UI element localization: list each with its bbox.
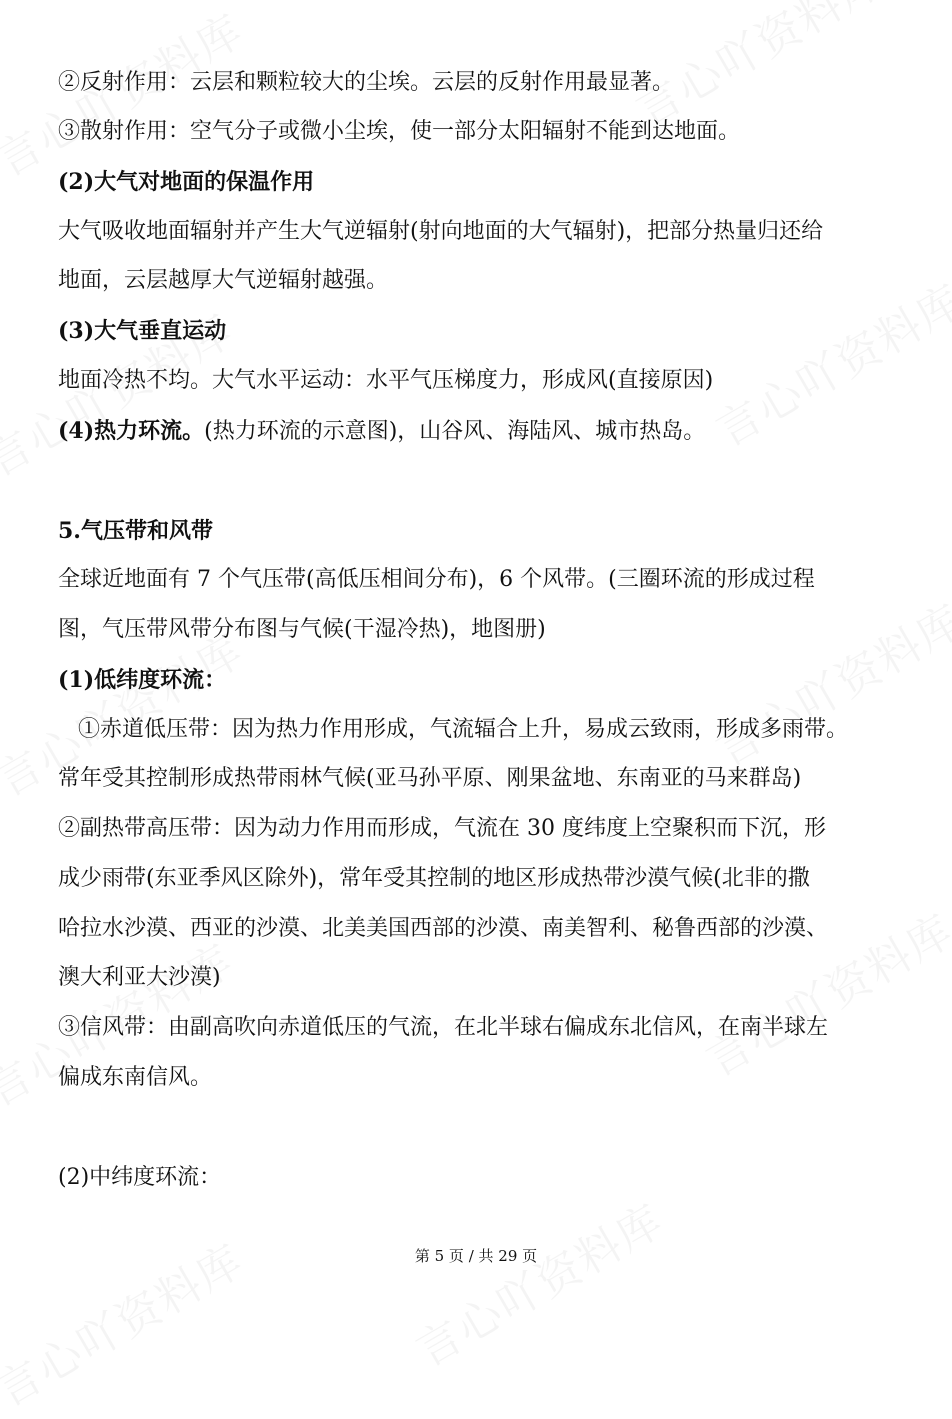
- section-heading: 5.气压带和风带: [58, 518, 213, 544]
- section-heading: (2)中纬度环流：: [58, 1165, 222, 1190]
- section-heading: (2)大气对地面的保温作用: [58, 169, 315, 195]
- paragraph-line: 图，气压带风带分布图与气候(干湿冷热)，地图册): [58, 617, 546, 642]
- watermark: [402, 1185, 673, 1378]
- paragraph-line: ①赤道低压带：因为热力作用形成，气流辐合上升，易成云致雨，形成多雨带。: [78, 717, 849, 742]
- section-heading-inline: (4)热力环流。: [58, 418, 205, 444]
- paragraph-line: ③散射作用：空气分子或微小尘埃，使一部分太阳辐射不能到达地面。: [58, 119, 741, 144]
- paragraph-line: 成少雨带(东亚季风区除外)，常年受其控制的地区形成热带沙漠气候(北非的撒: [58, 866, 810, 891]
- section-heading: (3)大气垂直运动: [58, 318, 227, 344]
- paragraph-line: 偏成东南信风。: [58, 1065, 213, 1090]
- paragraph-line: 澳大利亚大沙漠): [58, 965, 221, 990]
- paragraph-line: 全球近地面有 7 个气压带(高低压相间分布)，6 个风带。(三圈环流的形成过程: [58, 567, 815, 592]
- inline-text: (热力环流的示意图)，山谷风、海陆风、城市热岛。: [204, 419, 706, 444]
- section-heading: (1)低纬度环流：: [58, 667, 227, 693]
- paragraph-line: 大气吸收地面辐射并产生大气逆辐射(射向地面的大气辐射)，把部分热量归还给: [58, 219, 824, 244]
- paragraph-line: 常年受其控制形成热带雨林气候(亚马孙平原、刚果盆地、东南亚的马来群岛): [58, 766, 802, 791]
- paragraph-line: ③信风带：由副高吹向赤道低压的气流，在北半球右偏成东北信风，在南半球左: [58, 1015, 829, 1040]
- paragraph-line: 哈拉水沙漠、西亚的沙漠、北美美国西部的沙漠、南美智利、秘鲁西部的沙漠、: [58, 916, 829, 941]
- paragraph-line: 地面，云层越厚大气逆辐射越强。: [58, 268, 389, 293]
- paragraph-line: ②反射作用：云层和颗粒较大的尘埃。云层的反射作用最显著。: [58, 70, 675, 95]
- page-number: 第 5 页 / 共 29 页: [414, 1247, 538, 1265]
- paragraph-line: ②副热带高压带：因为动力作用而形成，气流在 30 度纬度上空聚积而下沉，形: [58, 816, 826, 841]
- paragraph-line: 地面冷热不均。大气水平运动：水平气压梯度力，形成风(直接原因): [58, 368, 714, 393]
- paragraph-line: [58, 416, 896, 447]
